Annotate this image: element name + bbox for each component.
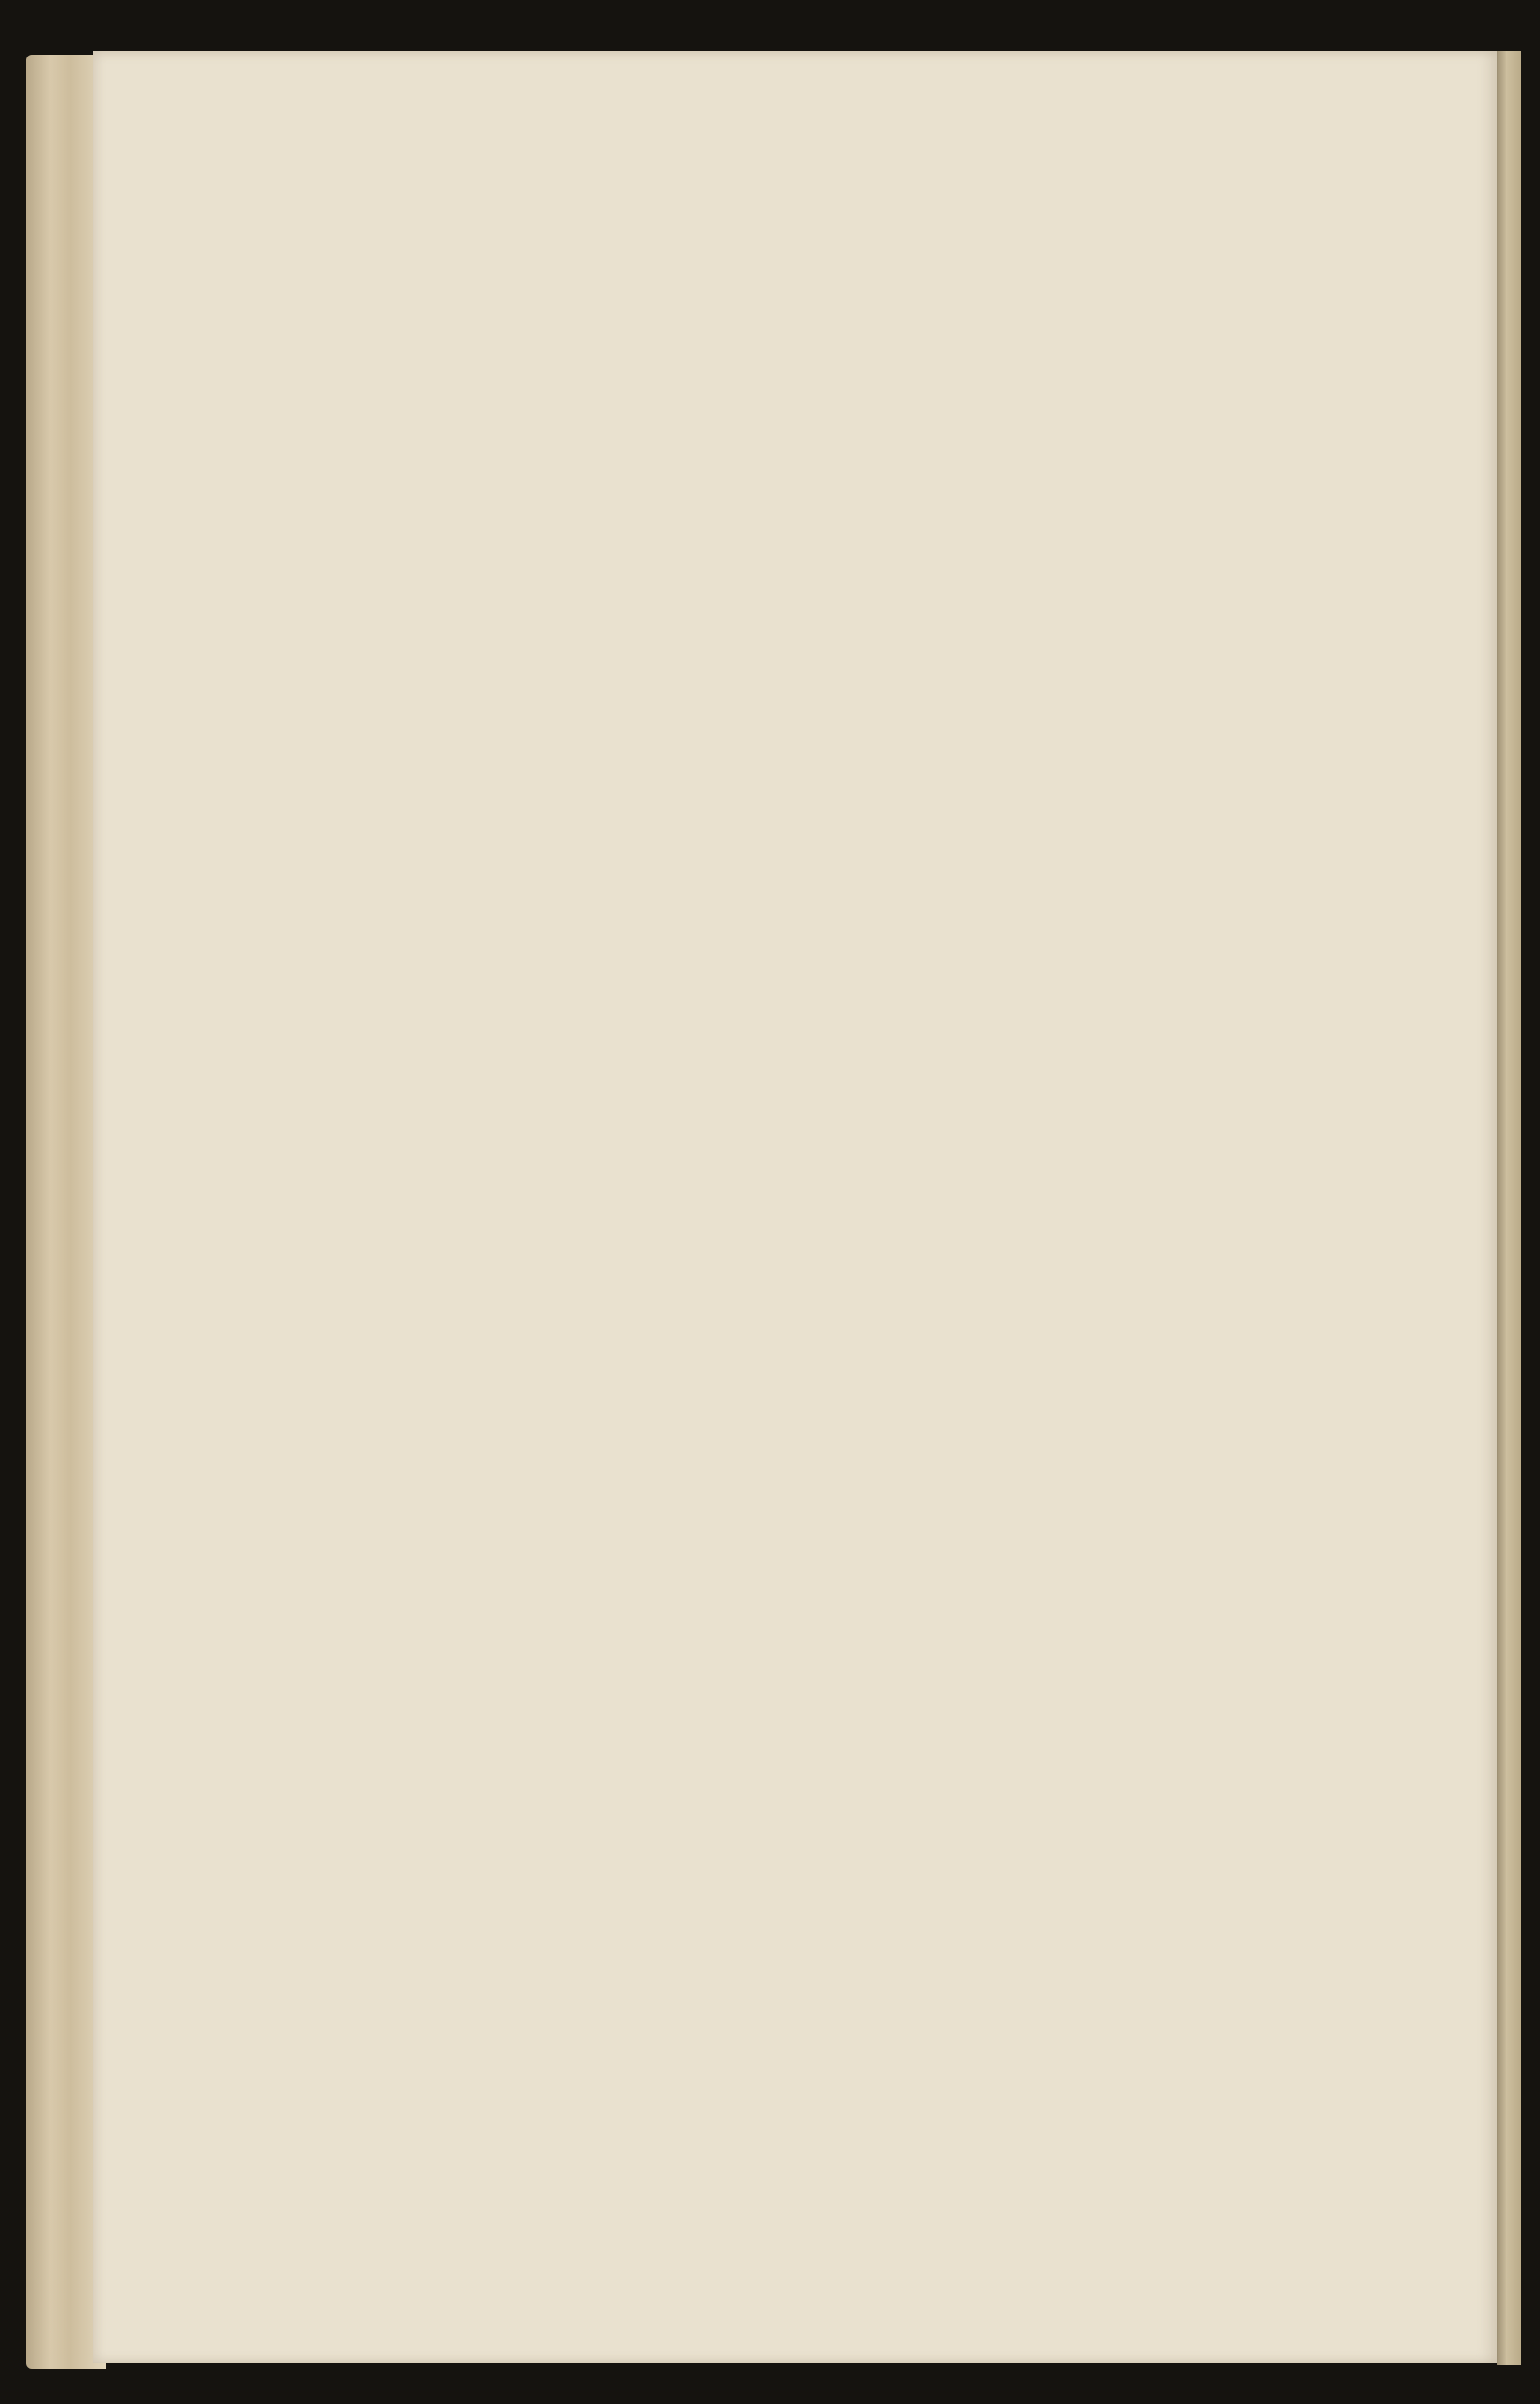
facing-page-edge bbox=[1497, 51, 1521, 2365]
running-head bbox=[366, 291, 1382, 344]
page-content bbox=[369, 367, 1378, 455]
graduates-heading bbox=[369, 367, 1378, 455]
